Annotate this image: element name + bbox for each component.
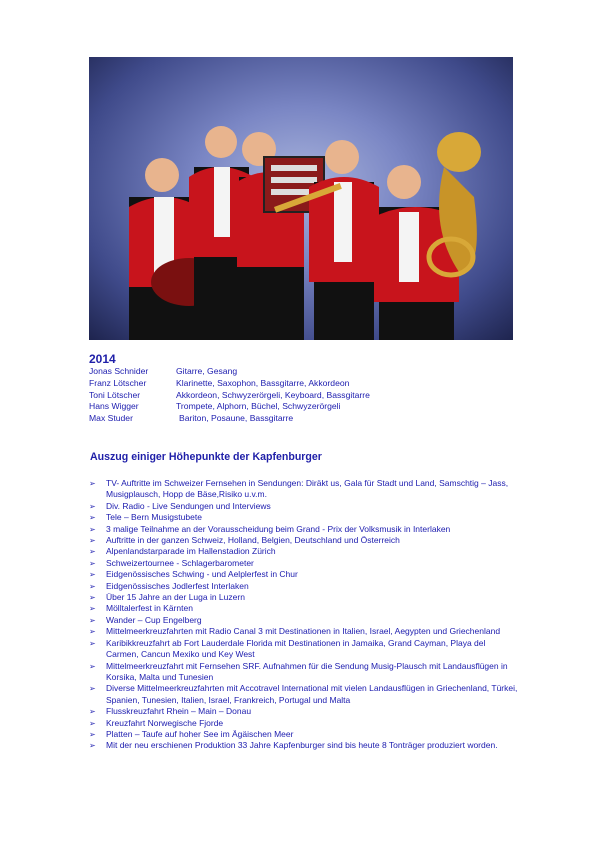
highlight-item xyxy=(89,683,519,706)
band-photo-illustration xyxy=(89,57,513,340)
highlight-item xyxy=(89,512,519,523)
highlight-item xyxy=(89,478,519,501)
highlight-text: Auftritte in der ganzen Schweiz, Holland, Belgien, Deutschland und Österreich xyxy=(106,535,400,546)
arrow-bullet-icon: ➢ xyxy=(89,707,96,717)
highlight-text: Mit der neu erschienen Produktion 33 Jahre Kapfenburger sind bis heute 8 Tonträger produziert worden. xyxy=(106,740,498,751)
highlight-item xyxy=(89,581,519,592)
highlight-item xyxy=(89,638,519,661)
highlight-text: Über 15 Jahre an der Luga in Luzern xyxy=(106,592,245,603)
highlight-item xyxy=(89,626,519,637)
highlight-text: Tele – Bern Musigstubete xyxy=(106,512,202,523)
highlight-item xyxy=(89,501,519,512)
highlight-text: Mölltalerfest in Kärnten xyxy=(106,603,193,614)
highlight-item xyxy=(89,603,519,614)
highlight-item xyxy=(89,706,519,717)
band-photo xyxy=(89,57,513,340)
arrow-bullet-icon: ➢ xyxy=(89,718,96,728)
highlight-item xyxy=(89,569,519,580)
arrow-bullet-icon: ➢ xyxy=(89,741,96,751)
highlight-item xyxy=(89,615,519,626)
highlight-text: Alpenlandstarparade im Hallenstadion Zürich xyxy=(106,546,276,557)
member-name: Hans Wigger xyxy=(89,401,139,412)
arrow-bullet-icon: ➢ xyxy=(89,513,96,523)
member-role: Gitarre, Gesang xyxy=(176,366,238,376)
arrow-bullet-icon: ➢ xyxy=(89,536,96,546)
member-name: Jonas Schnider xyxy=(89,366,149,376)
highlight-item xyxy=(89,558,519,569)
member-name: Toni Lötscher xyxy=(89,389,141,400)
arrow-bullet-icon: ➢ xyxy=(89,581,96,591)
highlight-text: Diverse Mittelmeerkreuzfahrten mit Accotravel International mit vielen Landausflügen in Griechenland, Türkei, Spanien, Tunesien, Italien, Israel, Frankreich, Portugal und Malta xyxy=(106,683,518,705)
highlight-item xyxy=(89,729,519,740)
highlight-item xyxy=(89,592,519,603)
highlight-item xyxy=(89,546,519,557)
highlight-text: Wander – Cup Engelberg xyxy=(106,614,202,625)
arrow-bullet-icon: ➢ xyxy=(89,593,96,603)
arrow-bullet-icon: ➢ xyxy=(89,524,96,534)
highlight-item xyxy=(89,535,519,546)
band-members-list xyxy=(89,366,370,425)
arrow-bullet-icon: ➢ xyxy=(89,627,96,637)
highlight-text: Flusskreuzfahrt Rhein – Main – Donau xyxy=(106,706,252,717)
member-role: Bariton, Posaune, Bassgitarre xyxy=(179,413,294,424)
member-role: Klarinette, Saxophon, Bassgitarre, Akkordeon xyxy=(176,377,350,388)
highlight-text: Div. Radio - Live Sendungen und Interviews xyxy=(106,500,271,511)
member-row xyxy=(89,413,370,425)
highlight-text: Platten – Taufe auf hoher See im Ägäischen Meer xyxy=(106,728,294,739)
highlight-text: Mittelmeerkreuzfahrten mit Radio Canal 3 mit Destinationen in Italien, Israel, Aegypten und Griechenland xyxy=(106,626,501,637)
year-heading: 2014 xyxy=(89,352,116,366)
highlight-text: Karibikkreuzfahrt ab Fort Lauderdale Florida mit Destinationen in Jamaika, Grand Cayman, Playa del Carmen, Cancun Mexiko und Key West xyxy=(106,637,486,660)
highlight-text: 3 malige Teilnahme an der Vorausscheidung beim Grand - Prix der Volksmusik in Interlaken xyxy=(106,523,451,534)
highlight-item xyxy=(89,740,519,751)
highlight-text: Mittelmeerkreuzfahrt mit Fernsehen SRF. Aufnahmen für die Sendung Musig-Plausch mit Landausflügen in Korsika, Malta und Tunesien xyxy=(106,660,508,682)
highlights-heading: Auszug einiger Höhepunkte der Kapfenburger xyxy=(90,451,322,463)
arrow-bullet-icon: ➢ xyxy=(89,615,96,625)
highlight-item xyxy=(89,718,519,729)
arrow-bullet-icon: ➢ xyxy=(89,684,96,694)
member-row xyxy=(89,401,370,413)
highlight-text: Kreuzfahrt Norwegische Fjorde xyxy=(106,717,224,728)
arrow-bullet-icon: ➢ xyxy=(89,570,96,580)
member-role: Akkordeon, Schwyzerörgeli, Keyboard, Bassgitarre xyxy=(176,389,370,400)
member-row xyxy=(89,378,370,390)
arrow-bullet-icon: ➢ xyxy=(89,501,96,511)
highlight-text: Schweizertournee - Schlagerbarometer xyxy=(106,557,254,568)
highlights-list xyxy=(89,478,519,752)
highlight-text: TV- Auftritte im Schweizer Fernsehen in Sendungen: Diräkt us, Gala für Stadt und Land, Samschtig – Jass, Musigplausch, Hopp de Bäse,Risiko u.v.m. xyxy=(106,478,509,500)
member-role: Trompete, Alphorn, Büchel, Schwyzerörgeli xyxy=(176,401,341,412)
arrow-bullet-icon: ➢ xyxy=(89,547,96,557)
member-row xyxy=(89,390,370,402)
member-name: Max Studer xyxy=(89,413,133,424)
arrow-bullet-icon: ➢ xyxy=(89,604,96,614)
musician-5 xyxy=(374,132,481,340)
member-name: Franz Lötscher xyxy=(89,377,147,388)
arrow-bullet-icon: ➢ xyxy=(89,638,96,648)
highlight-text: Eidgenössisches Schwing - und Aelplerfest in Chur xyxy=(106,569,298,580)
highlight-item xyxy=(89,661,519,684)
arrow-bullet-icon: ➢ xyxy=(89,479,96,488)
highlight-text: Eidgenössisches Jodlerfest Interlaken xyxy=(106,580,249,591)
arrow-bullet-icon: ➢ xyxy=(89,661,96,671)
highlight-item xyxy=(89,524,519,535)
arrow-bullet-icon: ➢ xyxy=(89,558,96,568)
arrow-bullet-icon: ➢ xyxy=(89,729,96,739)
member-row xyxy=(89,366,370,378)
